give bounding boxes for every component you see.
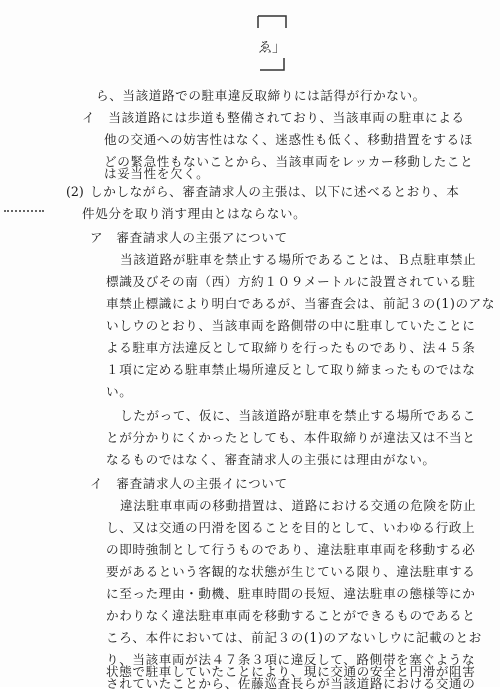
stamp-text: ゑ」 — [258, 40, 286, 56]
text-line: イ 審査請求人の主張イについて — [90, 476, 288, 491]
text-line: に至った理由・動機、駐車時間の長短、違法駐車の態様等にか — [106, 586, 476, 601]
text-line: したがって、仮に、当該道路が駐車を禁止する場所であるこ — [120, 408, 476, 423]
text-line: とが分かりにくかったとしても、本件取締りが違法又は不当と — [106, 430, 476, 445]
text-line: 違法駐車車両の移動措置は、道路における交通の危険を防止 — [120, 498, 477, 513]
text-line: 他の交通への妨害性はなく、迷惑性も低く、移動措置をするほ — [104, 132, 473, 147]
text-line: は妥当性を欠く。 — [104, 166, 210, 181]
text-line: よる駐車方法違反として取締りを行ったものであり、法４５条 — [106, 340, 476, 355]
text-line: されていたことから、佐藤巡査長らが当該道路における交通の — [106, 676, 476, 691]
margin-dots — [4, 210, 44, 214]
text-line: しかしながら、審査請求人の主張は、以下に述べるとおり、本 — [90, 184, 460, 199]
text-line: 要があるという客観的な状態が生じている限り、違法駐車する — [106, 564, 476, 579]
text-line: ア 審査請求人の主張アについて — [90, 230, 288, 245]
text-line: 件処分を取り消す理由とはならない。 — [82, 206, 307, 221]
text-line: の即時強制として行うものであり、違法駐車車両を移動する必 — [106, 542, 476, 557]
item-marker: (2) — [66, 184, 84, 199]
text-line: 状態で駐車していたことにより、現に交通の安全と円滑が阻害 — [106, 664, 476, 679]
text-line: １項に定める駐車禁止場所違反として取り締まったものではな — [106, 362, 476, 377]
text-line: 車禁止標識により明白であるが、当審査会は、前記３の(1)のアな — [106, 296, 496, 311]
text-line: し、又は交通の円滑を図ることを目的として、いわゆる行政上 — [106, 520, 476, 535]
text-line: かわりなく違法駐車車両を移動することができるものであると — [106, 608, 476, 623]
text-line: なるものではなく、審査請求人の主張には理由がない。 — [106, 452, 436, 467]
text-line: 標識及びその南（西）方約１０９メートルに設置されている駐 — [106, 274, 476, 289]
text-line: どの緊急性もないことから、当該車両をレッカー移動したこと — [104, 154, 474, 169]
text-line: ころ、本件においては、前記３の(1)のアないしウに記載のとお — [106, 630, 482, 645]
text-line: り、当該車両が法４７条３項に違反して、路側帯を塞ぐような — [106, 652, 476, 667]
text-line: いしウのとおり、当該車両を路側帯の中に駐車していたことに — [106, 318, 476, 333]
page-number-stamp — [252, 12, 292, 74]
text-line: 当該道路が駐車を禁止する場所であることは、Ｂ点駐車禁止 — [120, 252, 477, 267]
text-line: イ 当該道路には歩道も整備されており、当該車両の駐車による — [82, 110, 465, 125]
text-line: ら、当該道路での駐車違反取締りには話得が行かない。 — [96, 88, 426, 103]
text-line: い。 — [106, 384, 133, 399]
